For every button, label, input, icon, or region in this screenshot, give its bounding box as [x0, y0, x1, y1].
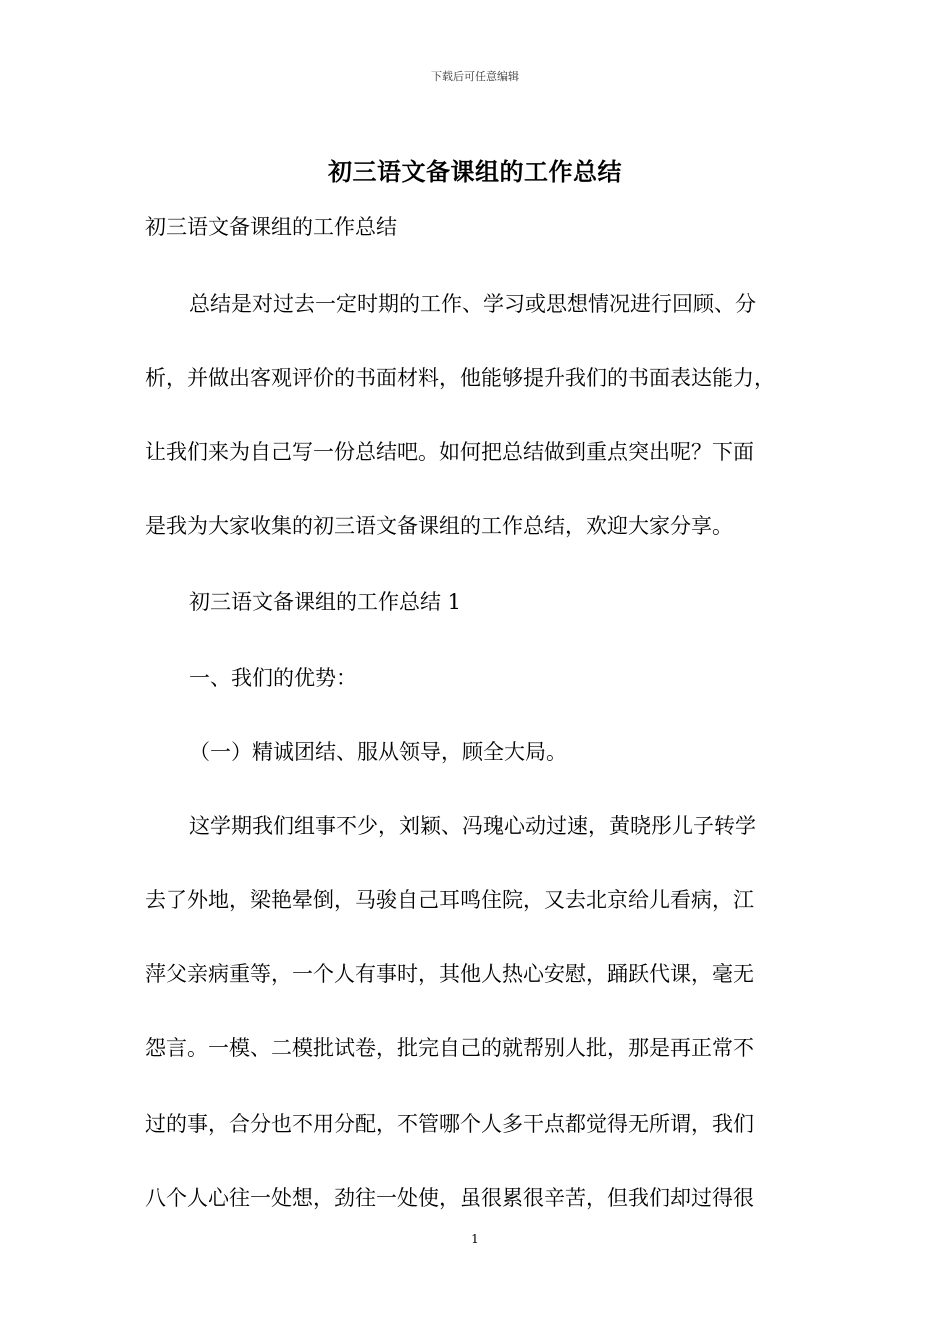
document-title: 初三语文备课组的工作总结 — [328, 157, 622, 186]
document-subtitle: 初三语文备课组的工作总结 — [145, 215, 397, 239]
paragraph-line: 是我为大家收集的初三语文备课组的工作总结，欢迎大家分享。 — [145, 514, 733, 538]
header-note: 下载后可任意编辑 — [431, 70, 519, 83]
section-heading: 一、我们的优势： — [189, 666, 357, 690]
paragraph-line: 八个人心往一处想，劲往一处使，虽很累很辛苦，但我们却过得很 — [145, 1186, 754, 1210]
paragraph-line: 萍父亲病重等，一个人有事时，其他人热心安慰，踊跃代课，毫无 — [145, 962, 754, 986]
paragraph-line: 这学期我们组事不少，刘颖、冯瑰心动过速，黄晓彤儿子转学 — [189, 814, 756, 838]
section-heading: 初三语文备课组的工作总结 1 — [189, 590, 462, 614]
paragraph-line: 去了外地，梁艳晕倒，马骏自己耳鸣住院，又去北京给儿看病，江 — [145, 888, 754, 912]
sub-heading: （一）精诚团结、服从领导，顾全大局。 — [189, 740, 567, 764]
paragraph-line: 总结是对过去一定时期的工作、学习或思想情况进行回顾、分 — [189, 292, 756, 316]
paragraph-line: 析，并做出客观评价的书面材料，他能够提升我们的书面表达能力， — [145, 366, 775, 390]
paragraph-line: 过的事，合分也不用分配，不管哪个人多干点都觉得无所谓，我们 — [145, 1112, 754, 1136]
page-number: 1 — [471, 1232, 479, 1246]
paragraph-line: 怨言。一模、二模批试卷，批完自己的就帮别人批，那是再正常不 — [145, 1036, 754, 1060]
paragraph-line: 让我们来为自己写一份总结吧。如何把总结做到重点突出呢？下面 — [145, 440, 754, 464]
